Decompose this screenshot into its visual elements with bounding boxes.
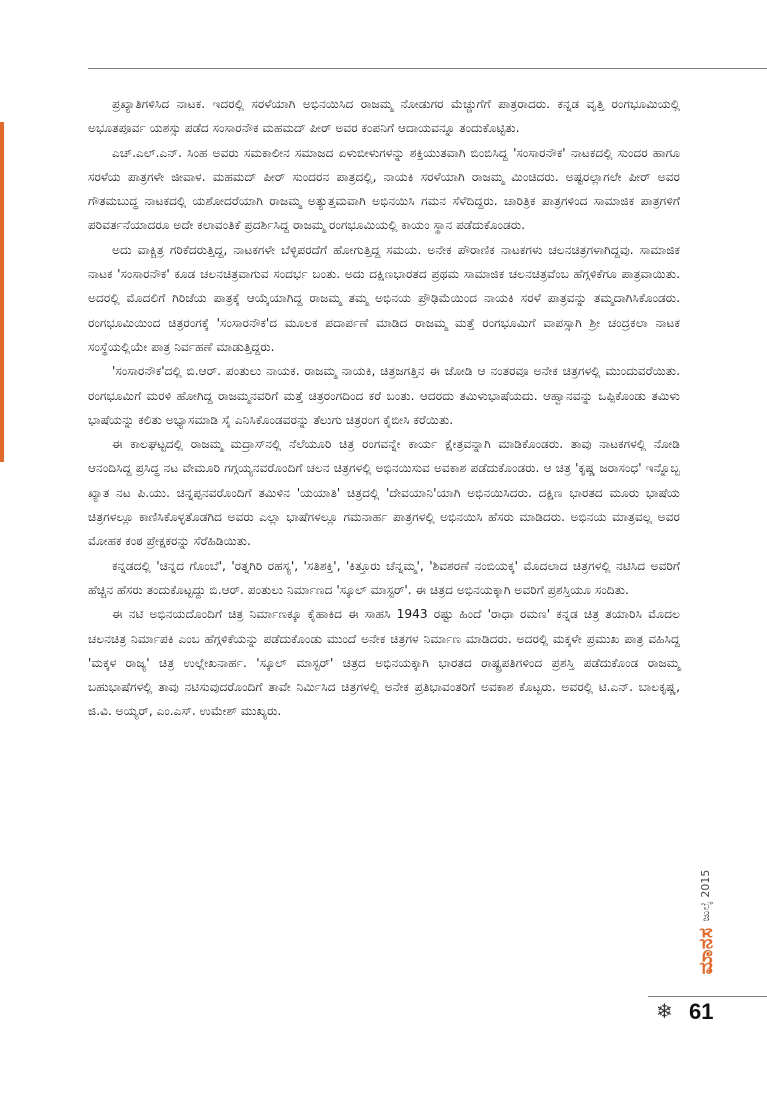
paragraph-2: ಎಚ್.ಎಲ್.ಎನ್. ಸಿಂಹ ಅವರು ಸಮಕಾಲೀನ ಸಮಾಜದ ಏಳುಬೀಳುಗಳನ್ನು ಶಕ್ತಿಯುತವಾಗಿ ಬಿಂಬಿಸಿದ್ದ 'ಸಂಸಾರನೌಕ' ನಾಟಕದಲ್ಲಿ ಸುಂದರ ಹಾಗೂ ಸರಳೆಯ ಪಾತ್ರಗಳೇ ಜೀವಾಳ. ಮಹಮದ್ ಪೀರ್ ಸುಂದರನ ಪಾತ್ರದಲ್ಲಿ, ನಾಯಕಿ ಸರಳೆಯಾಗಿ ರಾಜಮ್ಮ ಮಿಂಚಿದರು. ಅಷ್ಟರಲ್ಲಾಗಲೇ ಪೀರ್ ಅವರ ಗೌತಮಬುದ್ಧ ನಾಟಕದಲ್ಲಿ ಯಶೋದರೆಯಾಗಿ ರಾಜಮ್ಮ ಅತ್ಯುತ್ತಮವಾಗಿ ಅಭಿನಯಿಸಿ ಗಮನ ಸೆಳೆದಿದ್ದರು. ಚಾರಿತ್ರಿಕ ಪಾತ್ರಗಳಿಂದ ಸಾಮಾಜಿಕ ಪಾತ್ರಗಳಿಗೆ ಪರಿವರ್ತನೆಯಾದರೂ ಅದೇ ಕಲಾವಂತಿಕೆ ಪ್ರದರ್ಶಿಸಿದ್ದ ರಾಜಮ್ಮ ರಂಗಭೂಮಿಯಲ್ಲಿ ಕಾಯಂ ಸ್ಥಾನ ಪಡೆದುಕೊಂಡರು. xyxy=(88,145,680,233)
footer-rule xyxy=(648,996,767,997)
issue-date: ಜುಲೈ 2015 xyxy=(699,869,712,922)
edge-color-strip xyxy=(0,122,4,462)
paragraph-5: ಈ ಕಾಲಘಟ್ಟದಲ್ಲಿ ರಾಜಮ್ಮ ಮದ್ರಾಸ್‌ನಲ್ಲಿ ನೆಲೆಯೂರಿ ಚಿತ್ರ ರಂಗವನ್ನೇ ಕಾರ್ಯ ಕ್ಷೇತ್ರವನ್ನಾಗಿ ಮಾಡಿಕೊಂಡರು. ತಾವು ನಾಟಕಗಳಲ್ಲಿ ನೋಡಿ ಆನಂದಿಸಿದ್ದ ಪ್ರಸಿದ್ಧ ನಟ ವೇಮೂರಿ ಗಗ್ಗಯ್ಯನವರೊಂದಿಗೆ ಚಲನ ಚಿತ್ರಗಳಲ್ಲಿ ಅಭಿನಯಿಸುವ ಅವಕಾಶ ಪಡೆದುಕೊಂಡರು. ಆ ಚಿತ್ರ 'ಕೃಷ್ಣ ಜರಾಸಂಧ' ಇನ್ನೊಬ್ಬ ಖ್ಯಾತ ನಟ ಪಿ.ಯು. ಚಿನ್ನಪ್ಪನವರೊಂದಿಗೆ ತಮಿಳಿನ 'ಯಯಾತಿ' ಚಿತ್ರದಲ್ಲಿ 'ದೇವಯಾನಿ'ಯಾಗಿ ಅಭಿನಯಿಸಿದರು. ದಕ್ಷಿಣ ಭಾರತದ ಮೂರು ಭಾಷೆಯ ಚಿತ್ರಗಳಲ್ಲೂ ಕಾಣಿಸಿಕೊಳ್ಳತೊಡಗಿದ ಅವರು ಎಲ್ಲಾ ಭಾಷೆಗಳಲ್ಲೂ ಗಮನಾರ್ಹ ಪಾತ್ರಗಳಲ್ಲಿ ಅಭಿನಯಿಸಿ ಹೆಸರು ಮಾಡಿದರು. ಅಭಿನಯ ಮಾತ್ರವಲ್ಲ ಅವರ ಮೋಹಕ ಕಂಠ ಪ್ರೇಕ್ಷಕರನ್ನು ಸೆರೆಹಿಡಿಯಿತು. xyxy=(88,437,680,549)
paragraph-3: ಅದು ವಾಕ್ಚಿತ್ರ ಗರಿಕೆದರುತ್ತಿದ್ದ, ನಾಟಕಗಳೇ ಬೆಳ್ಳಿಪರದೆಗೆ ಹೋಗುತ್ತಿದ್ದ ಸಮಯ. ಅನೇಕ ಪೌರಾಣಿಕ ನಾಟಕಗಳು ಚಲನಚಿತ್ರಗಳಾಗಿದ್ದವು. ಸಾಮಾಜಿಕ ನಾಟಕ 'ಸಂಸಾರನೌಕ' ಕೂಡ ಚಲನಚಿತ್ರವಾಗುವ ಸಂದರ್ಭ ಬಂತು. ಅದು ದಕ್ಷಿಣಭಾರತದ ಪ್ರಥಮ ಸಾಮಾಜಿಕ ಚಲನಚಿತ್ರವೆಂಬ ಹೆಗ್ಗಳಿಕೆಗೂ ಪಾತ್ರವಾಯಿತು. ಅದರಲ್ಲಿ ಮೊದಲಿಗೆ ಗಿರಿಜೆಯ ಪಾತ್ರಕ್ಕೆ ಆಯ್ಕೆಯಾಗಿದ್ದ ರಾಜಮ್ಮ ತಮ್ಮ ಅಭಿನಯ ಪ್ರೌಢಿಮೆಯಿಂದ ನಾಯಕಿ ಸರಳೆ ಪಾತ್ರವನ್ನು ತಮ್ಮದಾಗಿಸಿಕೊಂಡರು. ರಂಗಭೂಮಿಯಿಂದ ಚಿತ್ರರಂಗಕ್ಕೆ 'ಸಂಸಾರನೌಕ'ದ ಮೂಲಕ ಪದಾರ್ಪಣೆ ಮಾಡಿದ ರಾಜಮ್ಮ ಮತ್ತೆ ರಂಗಭೂಮಿಗೆ ವಾಪಸ್ಸಾಗಿ ಶ್ರೀ ಚಂದ್ರಕಲಾ ನಾಟಕ ಸಂಸ್ಥೆಯಲ್ಲಿಯೇ ಪಾತ್ರ ನಿರ್ವಹಣೆ ಮಾಡುತ್ತಿದ್ದರು. xyxy=(88,242,680,354)
header-rule xyxy=(88,68,767,69)
paragraph-1: ಪ್ರಖ್ಯಾತಿಗಳಿಸಿದ ನಾಟಕ. ಇದರಲ್ಲಿ ಸರಳೆಯಾಗಿ ಅಭಿನಯಿಸಿದ ರಾಜಮ್ಮ ನೋಡುಗರ ಮೆಚ್ಚುಗೆಗೆ ಪಾತ್ರರಾದರು. ಕನ್ನಡ ವೃತ್ತಿ ರಂಗಭೂಮಿಯಲ್ಲಿ ಅಭೂತಪೂರ್ವ ಯಶಸ್ಸು ಪಡೆದ ಸಂಸಾರನೌಕ ಮಹಮದ್ ಪೀರ್ ಅವರ ಕಂಪನಿಗೆ ಆದಾಯವನ್ನೂ ತಂದುಕೊಟ್ಟಿತು. xyxy=(88,97,680,136)
paragraph-6: ಕನ್ನಡದಲ್ಲಿ 'ಚಿನ್ನದ ಗೊಂಬೆ', 'ರತ್ನಗಿರಿ ರಹಸ್ಯ', 'ಸತಿಶಕ್ತಿ', 'ಕಿತ್ತೂರು ಚೆನ್ನಮ್ಮ', 'ಶಿವಶರಣೆ ನಂಬಿಯಕ್ಕ' ಮೊದಲಾದ ಚಿತ್ರಗಳಲ್ಲಿ ನಟಿಸಿದ ಅವರಿಗೆ ಹೆಚ್ಚಿನ ಹೆಸರು ತಂದುಕೊಟ್ಟದ್ದು ಬಿ.ಆರ್. ಪಂತುಲು ನಿರ್ಮಾಣದ 'ಸ್ಕೂಲ್ ಮಾಸ್ಟರ್'. ಈ ಚಿತ್ರದ ಅಭಿನಯಕ್ಕಾಗಿ ಅವರಿಗೆ ಪ್ರಶಸ್ತಿಯೂ ಸಂದಿತು. xyxy=(88,558,680,597)
article-body xyxy=(88,92,680,724)
magazine-masthead xyxy=(692,832,720,1012)
paragraph-7: ಈ ನಟಿ ಅಭಿನಯದೊಂದಿಗೆ ಚಿತ್ರ ನಿರ್ಮಾಣಕ್ಕೂ ಕೈಹಾಕಿದ ಈ ಸಾಹಸಿ 1943 ರಷ್ಟು ಹಿಂದೆ 'ರಾಧಾ ರಮಣ' ಕನ್ನಡ ಚಿತ್ರ ತಯಾರಿಸಿ ಮೊದಲ ಚಲನಚಿತ್ರ ನಿರ್ಮಾಪಕಿ ಎಂಬ ಹೆಗ್ಗಳಿಕೆಯನ್ನು ಪಡೆದುಕೊಂಡು ಮುಂದೆ ಅನೇಕ ಚಿತ್ರಗಳ ನಿರ್ಮಾಣ ಮಾಡಿದರು. ಅದರಲ್ಲಿ ಮಕ್ಕಳೇ ಪ್ರಮುಖ ಪಾತ್ರ ವಹಿಸಿದ್ದ 'ಮಕ್ಕಳ ರಾಜ್ಯ' ಚಿತ್ರ ಉಲ್ಲೇಖನಾರ್ಹ. 'ಸ್ಕೂಲ್ ಮಾಸ್ಟರ್' ಚಿತ್ರದ ಅಭಿನಯಕ್ಕಾಗಿ ಭಾರತದ ರಾಷ್ಟ್ರಪತಿಗಳಿಂದ ಪ್ರಶಸ್ತಿ ಪಡೆದುಕೊಂಡ ರಾಜಮ್ಮ ಬಹುಭಾಷೆಗಳಲ್ಲಿ ತಾವು ನಟಿಸುವುದರೊಂದಿಗೆ ತಾವೇ ನಿರ್ಮಿಸಿದ ಚಿತ್ರಗಳಲ್ಲಿ ಅನೇಕ ಪ್ರತಿಭಾವಂತರಿಗೆ ಅವಕಾಶ ಕೊಟ್ಟರು. ಅವರಲ್ಲಿ ಟಿ.ಎನ್. ಬಾಲಕೃಷ್ಣ, ಜಿ.ವಿ. ಅಯ್ಯರ್, ಎಂ.ಎಸ್. ಉಮೇಶ್ ಮುಖ್ಯರು. xyxy=(88,607,680,719)
snowflake-icon: ❄ xyxy=(656,999,673,1023)
magazine-name: ಮಾನಸ xyxy=(695,927,717,975)
page-number: 61 xyxy=(689,999,714,1024)
paragraph-4: 'ಸಂಸಾರನೌಕ'ದಲ್ಲಿ ಬಿ.ಆರ್. ಪಂತುಲು ನಾಯಕ. ರಾಜಮ್ಮ ನಾಯಕಿ, ಚಿತ್ರಜಗತ್ತಿನ ಈ ಜೋಡಿ ಆ ನಂತರವೂ ಅನೇಕ ಚಿತ್ರಗಳಲ್ಲಿ ಮುಂದುವರೆಯಿತು. ರಂಗಭೂಮಿಗೆ ಮರಳಿ ಹೋಗಿದ್ದ ರಾಜಮ್ಮನವರಿಗೆ ಮತ್ತೆ ಚಿತ್ರರಂಗದಿಂದ ಕರೆ ಬಂತು. ಆದರದು ತಮಿಳುಭಾಷೆಯದು. ಆಹ್ವಾನವನ್ನು ಒಪ್ಪಿಕೊಂಡು ತಮಿಳು ಭಾಷೆಯನ್ನು ಕಲಿತು ಅಭ್ಯಾಸಮಾಡಿ ಸೈ ಎನಿಸಿಕೊಂಡವರನ್ನು ತೆಲುಗು ಚಿತ್ರರಂಗ ಕೈಬೀಸಿ ಕರೆಯಿತು. xyxy=(88,364,680,427)
